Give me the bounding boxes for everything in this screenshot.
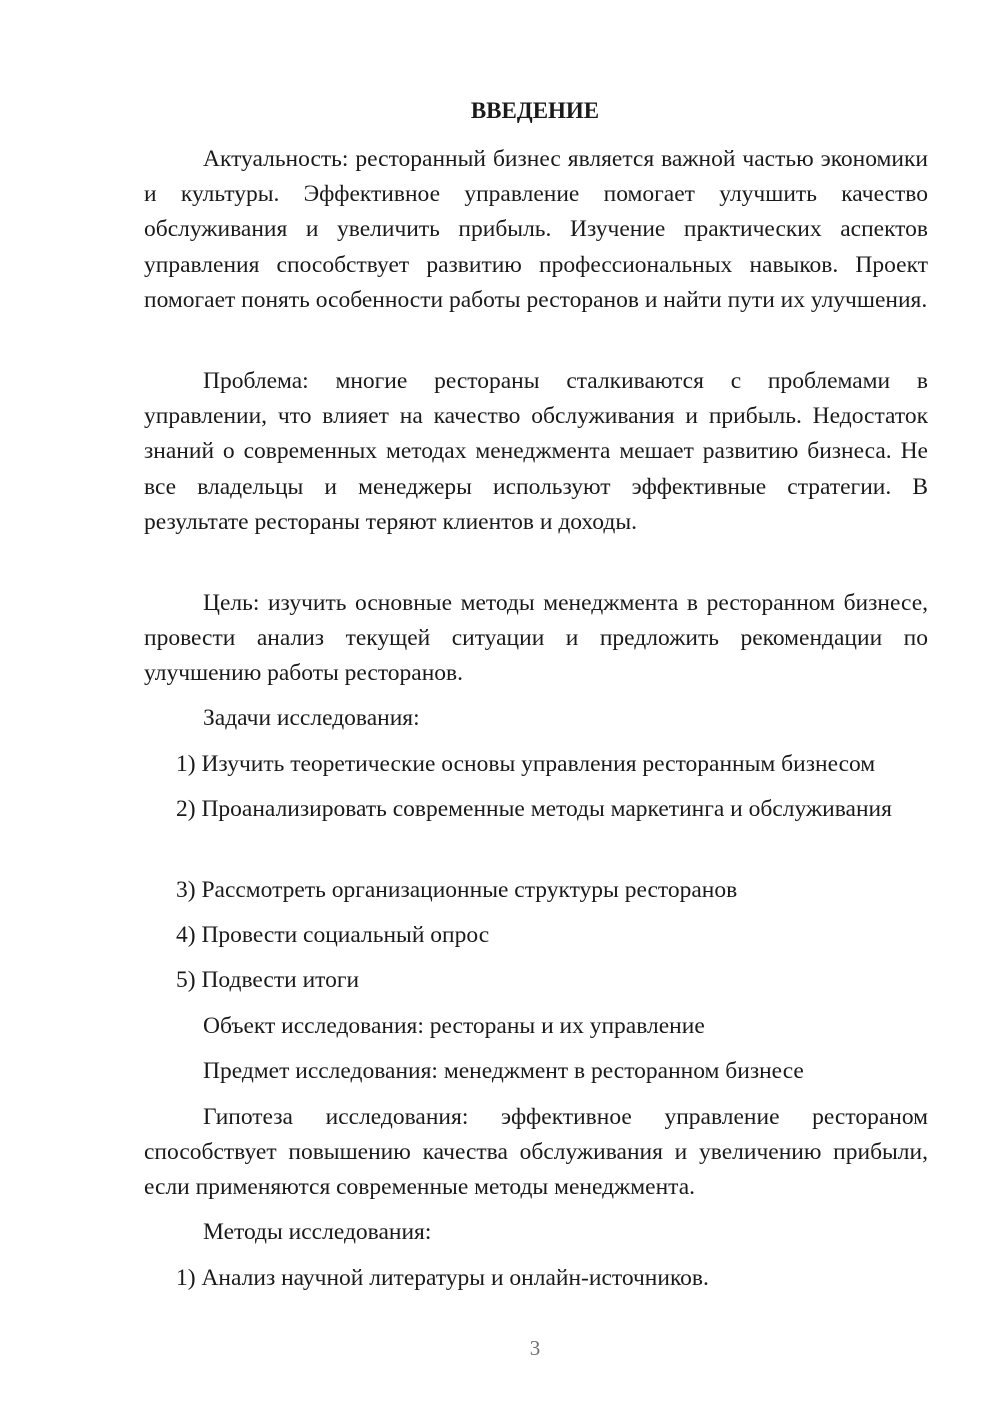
paragraph-relevance: Актуальность: ресторанный бизнес является важной частью экономики и культуры. Эффективное управление помогает улучшить качество обслуживания и увеличить прибыль. Изучение практических аспектов управления способствует развитию профессиональных навыков. Проект помогает понять особенности работы ресторанов и найти пути их улучшения. [144,146,928,313]
task-item-2: 2) Проанализировать современные методы маркетинга и обслуживания [176,796,892,822]
task-item-3: 3) Рассмотреть организационные структуры ресторанов [176,877,738,903]
paragraph-goal: Цель: изучить основные методы менеджмента в ресторанном бизнесе, провести анализ текущей ситуации и предложить рекомендации по улучшению работы ресторанов. [144,590,928,687]
task-item-5: 5) Подвести итоги [176,967,360,993]
method-item-1: 1) Анализ научной литературы и онлайн-источников. [176,1265,709,1291]
page-number: 3 [529,1336,541,1360]
research-subject: Предмет исследования: менеджмент в ресторанном бизнесе [203,1058,804,1084]
tasks-heading: Задачи исследования: [203,705,420,731]
task-item-1: 1) Изучить теоретические основы управления ресторанным бизнесом [176,751,876,777]
task-item-4: 4) Провести социальный опрос [176,922,490,948]
methods-heading: Методы исследования: [203,1219,432,1245]
research-hypothesis: Гипотеза исследования: эффективное управление рестораном способствует повышению качества обслуживания и увеличению прибыли, если применяются современные методы менеджмента. [144,1104,928,1201]
page-title: ВВЕДЕНИЕ [470,98,600,123]
research-object: Объект исследования: рестораны и их управление [203,1013,705,1039]
paragraph-problem: Проблема: многие рестораны сталкиваются с проблемами в управлении, что влияет на качество обслуживания и прибыль. Недостаток знаний о современных методах менеджмента мешает развитию бизнеса. Не все владельцы и менеджеры используют эффективные стратегии. В результате рестораны теряют клиентов и доходы. [144,368,928,535]
